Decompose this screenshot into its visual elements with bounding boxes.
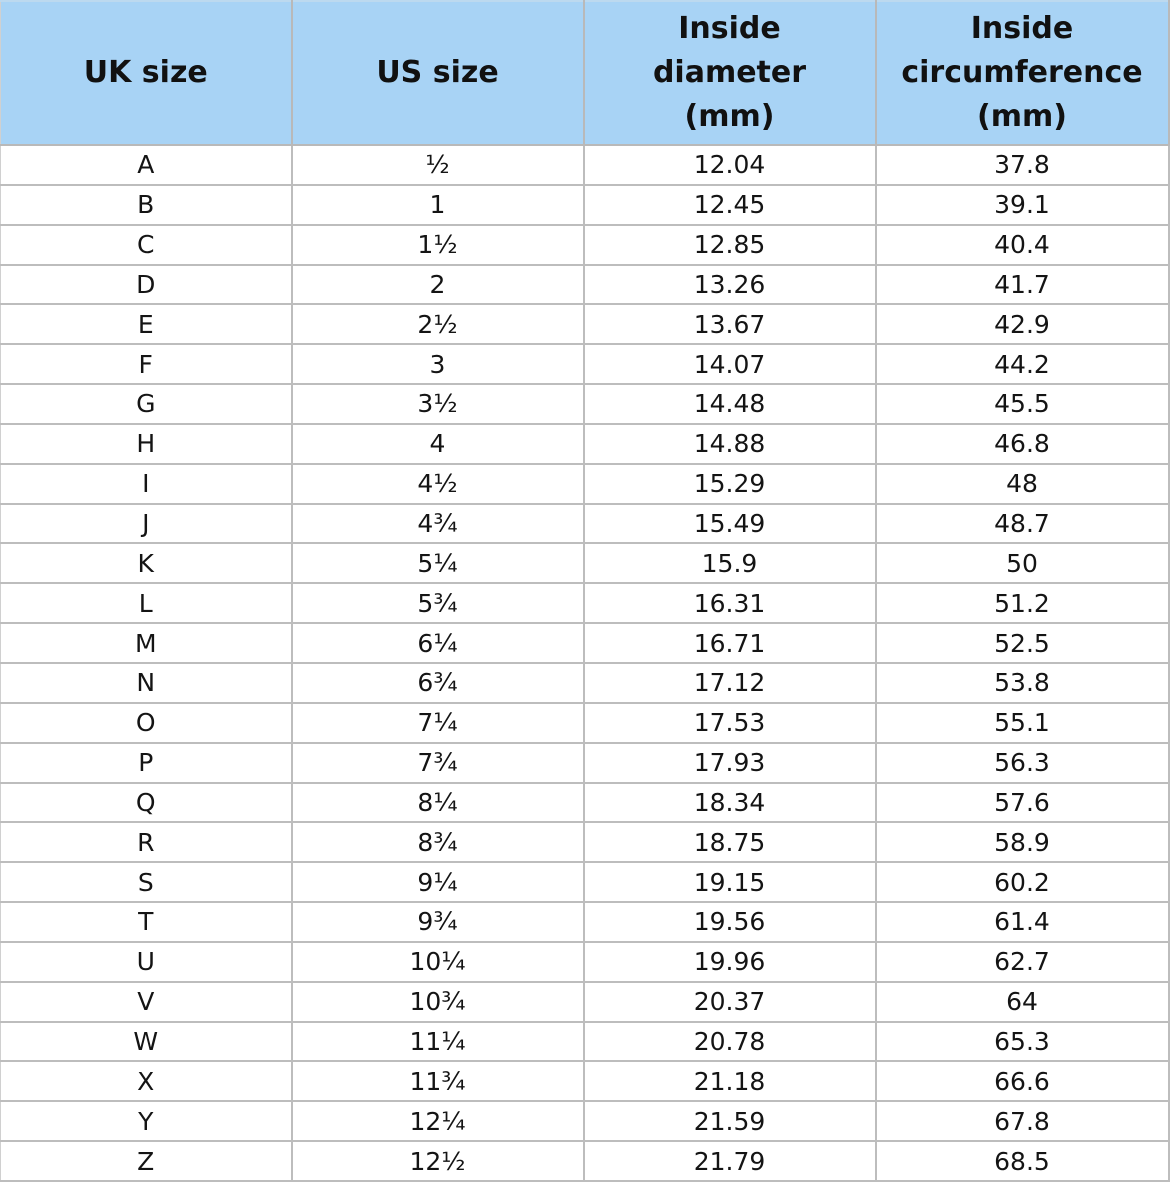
inside-circumference-cell: 46.8 bbox=[876, 424, 1169, 464]
header-uk-size-label: UK size bbox=[83, 55, 208, 90]
table-row bbox=[1, 1061, 1169, 1101]
inside-circumference-cell: 44.2 bbox=[876, 344, 1169, 384]
uk-size-cell: C bbox=[1, 225, 292, 265]
table-row bbox=[1, 982, 1169, 1022]
uk-size-cell: A bbox=[1, 145, 292, 185]
uk-size-cell: N bbox=[1, 663, 292, 703]
inside-diameter-cell: 17.53 bbox=[584, 703, 876, 743]
uk-size-cell: E bbox=[1, 304, 292, 344]
inside-diameter-cell: 12.45 bbox=[584, 185, 876, 225]
inside-circumference-cell: 40.4 bbox=[876, 225, 1169, 265]
us-size-cell: ½ bbox=[292, 145, 584, 185]
inside-circumference-cell: 61.4 bbox=[876, 902, 1169, 942]
inside-circumference-cell: 48 bbox=[876, 464, 1169, 504]
header-inside-circumference bbox=[876, 1, 1169, 145]
header-us-size-label: US size bbox=[376, 55, 499, 90]
uk-size-cell: S bbox=[1, 862, 292, 902]
inside-diameter-cell: 20.78 bbox=[584, 1022, 876, 1062]
us-size-cell: 4 bbox=[292, 424, 584, 464]
table-row bbox=[1, 344, 1169, 384]
table-row bbox=[1, 145, 1169, 185]
inside-circumference-cell: 68.5 bbox=[876, 1141, 1169, 1181]
us-size-cell: 9¼ bbox=[292, 862, 584, 902]
inside-diameter-cell: 21.79 bbox=[584, 1141, 876, 1181]
uk-size-cell: L bbox=[1, 583, 292, 623]
inside-diameter-cell: 20.37 bbox=[584, 982, 876, 1022]
inside-diameter-cell: 13.67 bbox=[584, 304, 876, 344]
us-size-cell: 12½ bbox=[292, 1141, 584, 1181]
inside-diameter-cell: 15.29 bbox=[584, 464, 876, 504]
us-size-cell: 5¾ bbox=[292, 583, 584, 623]
inside-diameter-cell: 17.93 bbox=[584, 743, 876, 783]
us-size-cell: 9¾ bbox=[292, 902, 584, 942]
inside-circumference-cell: 66.6 bbox=[876, 1061, 1169, 1101]
uk-size-cell: G bbox=[1, 384, 292, 424]
uk-size-cell: K bbox=[1, 543, 292, 583]
inside-circumference-cell: 51.2 bbox=[876, 583, 1169, 623]
table-row bbox=[1, 862, 1169, 902]
table-row bbox=[1, 942, 1169, 982]
table-row bbox=[1, 663, 1169, 703]
inside-diameter-cell: 15.9 bbox=[584, 543, 876, 583]
inside-circumference-cell: 55.1 bbox=[876, 703, 1169, 743]
inside-circumference-cell: 62.7 bbox=[876, 942, 1169, 982]
inside-diameter-cell: 17.12 bbox=[584, 663, 876, 703]
table-row bbox=[1, 743, 1169, 783]
inside-diameter-cell: 16.71 bbox=[584, 623, 876, 663]
us-size-cell: 2½ bbox=[292, 304, 584, 344]
table-body bbox=[1, 145, 1169, 1181]
table-row bbox=[1, 1101, 1169, 1141]
us-size-cell: 7¾ bbox=[292, 743, 584, 783]
inside-circumference-cell: 53.8 bbox=[876, 663, 1169, 703]
table-row bbox=[1, 464, 1169, 504]
inside-circumference-cell: 37.8 bbox=[876, 145, 1169, 185]
us-size-cell: 8¾ bbox=[292, 822, 584, 862]
uk-size-cell: O bbox=[1, 703, 292, 743]
inside-circumference-cell: 39.1 bbox=[876, 185, 1169, 225]
uk-size-cell: V bbox=[1, 982, 292, 1022]
table-row bbox=[1, 1022, 1169, 1062]
inside-circumference-cell: 65.3 bbox=[876, 1022, 1169, 1062]
us-size-cell: 5¼ bbox=[292, 543, 584, 583]
us-size-cell: 1½ bbox=[292, 225, 584, 265]
uk-size-cell: Y bbox=[1, 1101, 292, 1141]
inside-diameter-cell: 21.18 bbox=[584, 1061, 876, 1101]
inside-diameter-cell: 19.15 bbox=[584, 862, 876, 902]
table-row bbox=[1, 265, 1169, 305]
table-row bbox=[1, 822, 1169, 862]
inside-circumference-cell: 52.5 bbox=[876, 623, 1169, 663]
header-row bbox=[1, 1, 1169, 145]
uk-size-cell: P bbox=[1, 743, 292, 783]
uk-size-cell: U bbox=[1, 942, 292, 982]
inside-circumference-cell: 56.3 bbox=[876, 743, 1169, 783]
inside-diameter-cell: 19.96 bbox=[584, 942, 876, 982]
header-us-size bbox=[292, 1, 584, 145]
us-size-cell: 6¼ bbox=[292, 623, 584, 663]
uk-size-cell: W bbox=[1, 1022, 292, 1062]
us-size-cell: 7¼ bbox=[292, 703, 584, 743]
us-size-cell: 2 bbox=[292, 265, 584, 305]
inside-circumference-cell: 45.5 bbox=[876, 384, 1169, 424]
inside-diameter-cell: 15.49 bbox=[584, 504, 876, 544]
inside-circumference-cell: 58.9 bbox=[876, 822, 1169, 862]
inside-diameter-cell: 13.26 bbox=[584, 265, 876, 305]
inside-circumference-cell: 60.2 bbox=[876, 862, 1169, 902]
us-size-cell: 11¼ bbox=[292, 1022, 584, 1062]
table-row bbox=[1, 504, 1169, 544]
header-inside-circumference-line1: Inside bbox=[970, 11, 1074, 46]
inside-diameter-cell: 18.75 bbox=[584, 822, 876, 862]
us-size-cell: 3½ bbox=[292, 384, 584, 424]
table-row bbox=[1, 583, 1169, 623]
us-size-cell: 12¼ bbox=[292, 1101, 584, 1141]
uk-size-cell: X bbox=[1, 1061, 292, 1101]
uk-size-cell: J bbox=[1, 504, 292, 544]
inside-diameter-cell: 14.88 bbox=[584, 424, 876, 464]
uk-size-cell: R bbox=[1, 822, 292, 862]
table-row bbox=[1, 783, 1169, 823]
uk-size-cell: B bbox=[1, 185, 292, 225]
table-row bbox=[1, 185, 1169, 225]
table-header bbox=[1, 1, 1169, 145]
table-row bbox=[1, 225, 1169, 265]
header-inside-diameter bbox=[584, 1, 876, 145]
uk-size-cell: Z bbox=[1, 1141, 292, 1181]
inside-circumference-cell: 57.6 bbox=[876, 783, 1169, 823]
us-size-cell: 8¼ bbox=[292, 783, 584, 823]
table-row bbox=[1, 424, 1169, 464]
header-inside-diameter-line1: Inside diameter bbox=[652, 11, 807, 90]
uk-size-cell: Q bbox=[1, 783, 292, 823]
uk-size-cell: D bbox=[1, 265, 292, 305]
inside-circumference-cell: 48.7 bbox=[876, 504, 1169, 544]
inside-diameter-cell: 18.34 bbox=[584, 783, 876, 823]
table-row bbox=[1, 703, 1169, 743]
inside-circumference-cell: 41.7 bbox=[876, 265, 1169, 305]
inside-diameter-cell: 16.31 bbox=[584, 583, 876, 623]
header-inside-circumference-line3: (mm) bbox=[977, 99, 1067, 134]
table-row bbox=[1, 623, 1169, 663]
inside-circumference-cell: 42.9 bbox=[876, 304, 1169, 344]
us-size-cell: 3 bbox=[292, 344, 584, 384]
us-size-cell: 10¼ bbox=[292, 942, 584, 982]
us-size-cell: 4½ bbox=[292, 464, 584, 504]
inside-diameter-cell: 12.85 bbox=[584, 225, 876, 265]
us-size-cell: 10¾ bbox=[292, 982, 584, 1022]
header-inside-circumference-line2: circumference bbox=[901, 55, 1143, 90]
header-uk-size bbox=[1, 1, 292, 145]
table-row bbox=[1, 304, 1169, 344]
us-size-cell: 4¾ bbox=[292, 504, 584, 544]
uk-size-cell: H bbox=[1, 424, 292, 464]
inside-circumference-cell: 64 bbox=[876, 982, 1169, 1022]
inside-diameter-cell: 21.59 bbox=[584, 1101, 876, 1141]
inside-diameter-cell: 19.56 bbox=[584, 902, 876, 942]
table-row bbox=[1, 384, 1169, 424]
us-size-cell: 11¾ bbox=[292, 1061, 584, 1101]
uk-size-cell: M bbox=[1, 623, 292, 663]
inside-circumference-cell: 67.8 bbox=[876, 1101, 1169, 1141]
inside-circumference-cell: 50 bbox=[876, 543, 1169, 583]
inside-diameter-cell: 14.48 bbox=[584, 384, 876, 424]
table-row bbox=[1, 1141, 1169, 1181]
inside-diameter-cell: 14.07 bbox=[584, 344, 876, 384]
inside-diameter-cell: 12.04 bbox=[584, 145, 876, 185]
header-inside-diameter-line2: (mm) bbox=[684, 99, 775, 134]
uk-size-cell: T bbox=[1, 902, 292, 942]
us-size-cell: 1 bbox=[292, 185, 584, 225]
table-row bbox=[1, 902, 1169, 942]
uk-size-cell: I bbox=[1, 464, 292, 504]
table-row bbox=[1, 543, 1169, 583]
us-size-cell: 6¾ bbox=[292, 663, 584, 703]
uk-size-cell: F bbox=[1, 344, 292, 384]
